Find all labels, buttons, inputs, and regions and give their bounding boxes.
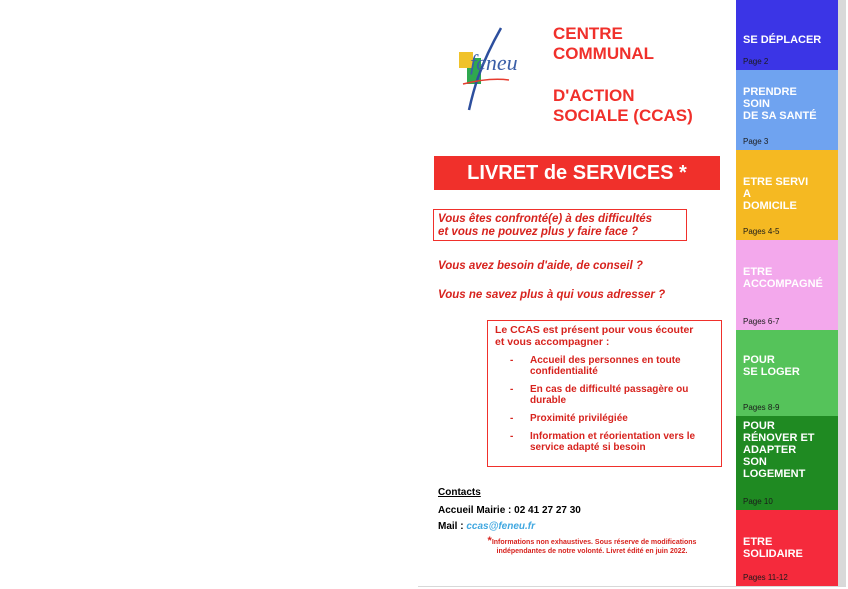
bullet-text: Information et réorientation vers le service adapté si besoin [530,431,696,453]
tab-label: ETRE SERVI A DOMICILE [743,176,809,212]
tab-etre-servi[interactable] [736,150,838,240]
bullet-item: - Proximité privilégiée [510,413,628,424]
tab-page: Pages 4-5 [743,227,780,236]
phone-line: Accueil Mairie : 02 41 27 27 30 [438,505,581,516]
footnote-line-2: indépendantes de notre volonté. Livret édité en juin 2022. [496,548,688,555]
ccas-intro-line-1: Le CCAS est présent pour vous écouter [495,324,694,336]
contacts-heading: Contacts [438,487,481,498]
tab-page: Pages 8-9 [743,403,780,412]
tab-page: Page 2 [743,57,769,66]
mail-line [438,521,535,532]
tab-pour-se-loger[interactable] [736,330,838,416]
services-banner: LIVRET de SERVICES * [434,156,720,190]
bullet-item: - En cas de difficulté passagère ou durable [510,384,689,406]
org-title-line-3: D'ACTION [553,86,635,105]
tab-prendre-soin[interactable] [736,70,838,150]
tab-page: Page 10 [743,497,773,506]
bullet-text: Accueil des personnes en toute confidentialité [530,355,681,377]
tab-page: Pages 6-7 [743,317,780,326]
tab-page: Pages 11-12 [743,573,788,582]
bullet-item: - Information et réorientation vers le service adapté si besoin [510,431,696,453]
logo-wordmark: feneu [470,50,518,75]
tab-label: POUR RÉNOVER ET ADAPTER SON LOGEMENT [743,420,815,480]
ccas-intro [495,324,715,348]
tab-label: PRENDRE SOIN DE SA SANTÉ [743,86,817,122]
question-line-3: Vous avez besoin d'aide, de conseil ? [438,260,643,272]
organization-title [553,24,693,126]
org-title-line-4: SOCIALE (CCAS) [553,106,693,125]
ccas-intro-line-2: et vous accompagner : [495,336,610,348]
page-edge [838,0,846,586]
question-line-1: Vous êtes confronté(e) à des difficultés [438,213,653,225]
bullet-item: - Accueil des personnes en toute confidentialité [510,355,681,377]
ccas-bullet-list [510,355,715,460]
tab-label: SE DÉPLACER [743,34,822,46]
org-title-line-2: COMMUNAL [553,44,655,63]
footnote-star: * [487,535,492,547]
bullet-text: Proximité privilégiée [530,413,628,424]
question-line-2: et vous ne pouvez plus y faire face ? [438,226,639,238]
tab-label: ETRE SOLIDAIRE [743,536,803,560]
tab-label: POUR SE LOGER [743,354,800,378]
tab-etre-solidaire[interactable] [736,510,838,586]
mail-link[interactable]: ccas@feneu.fr [466,521,536,532]
mail-label: Mail : [438,521,467,532]
tab-etre-accompagne[interactable] [736,240,838,330]
tab-pour-renover[interactable] [736,416,838,510]
tab-page: Page 3 [743,137,769,146]
footnote-line-1: Informations non exhaustives. Sous réserve de modifications [491,539,697,546]
footnote [462,537,722,556]
tab-label: ETRE ACCOMPAGNÉ [743,266,823,290]
bullet-text: En cas de difficulté passagère ou durable [530,384,689,406]
tab-se-deplacer[interactable] [736,0,838,70]
org-title-line-1: CENTRE [553,24,623,43]
question-line-4: Vous ne savez plus à qui vous adresser ? [438,289,666,301]
section-tabs [736,0,846,586]
